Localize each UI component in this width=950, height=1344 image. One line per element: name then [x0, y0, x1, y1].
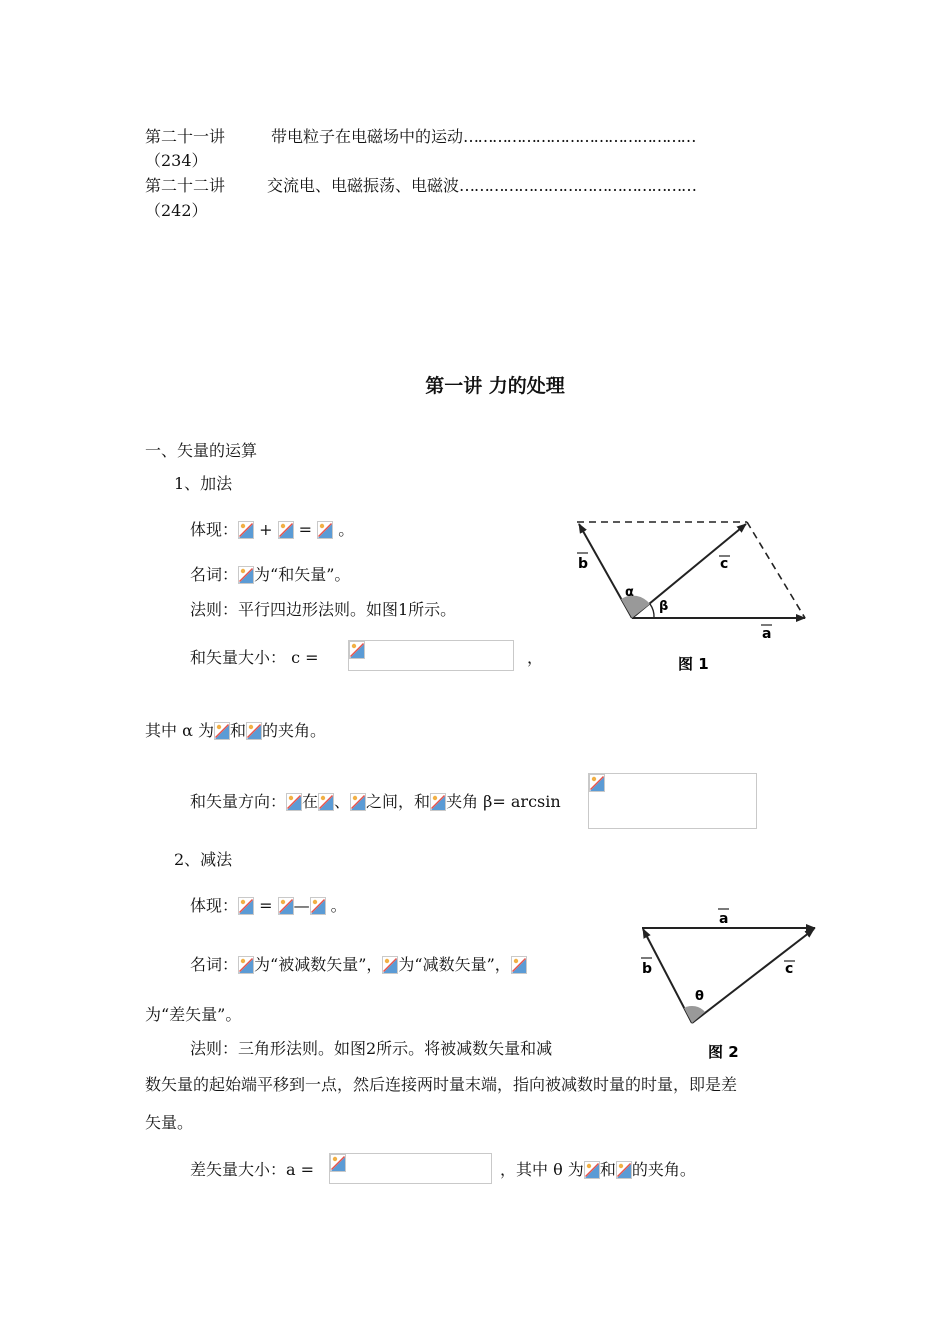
addition-name-line [190, 565, 350, 585]
alpha-explanation [145, 721, 326, 741]
vector-a-image-icon [430, 793, 446, 811]
toc-page-21: （234） [145, 151, 208, 170]
period: 。 [333, 520, 355, 539]
section-heading: 一、矢量的运算 [145, 441, 258, 460]
subtraction-size-label: 差矢量大小：a = [190, 1160, 315, 1179]
figure-1-caption: 图 1 [678, 655, 709, 673]
vector-b-image-icon [278, 521, 294, 539]
text-he: 和 [229, 721, 246, 740]
equals-sign: = [254, 896, 278, 915]
text-jiajiao: 的夹角。 [262, 721, 327, 740]
label-beta: β [659, 599, 669, 614]
vector-c-image-icon [286, 793, 302, 811]
formula-image-box [329, 1153, 492, 1184]
text-zai: 在 [302, 792, 319, 811]
label-b: b [642, 961, 653, 977]
subtraction-rule-1: 法则：三角形法则。如图2所示。将被减数矢量和减 [190, 1039, 553, 1058]
plus-sign: + [254, 520, 278, 539]
text-dun: 、 [334, 792, 351, 811]
vector-a-image-icon [238, 521, 254, 539]
minus-sign: — [293, 896, 310, 915]
toc-title: 带电粒子在电磁场中的运动 [271, 127, 464, 146]
text-jiajiao: 的夹角。 [631, 1160, 696, 1179]
vector-b-image-icon [616, 1161, 632, 1179]
label-mingci: 名词： [190, 565, 239, 584]
vector-c-image-icon [317, 521, 333, 539]
addition-size-label: 和矢量大小： c = [190, 648, 319, 667]
angle-beta-arc [650, 604, 654, 618]
text-qizhong: ，其中 θ 为 [500, 1160, 584, 1179]
theta-explanation [500, 1160, 696, 1180]
vector-a-image-icon [278, 897, 294, 915]
addition-expression [190, 520, 354, 540]
label-mingci: 名词： [190, 955, 239, 974]
toc-num: 第二十一讲 [145, 127, 226, 146]
text-jian: 为“减数矢量”， [398, 955, 511, 974]
figure-2 [630, 898, 830, 1068]
label-a: a [762, 626, 772, 642]
formula-image-box [348, 640, 514, 671]
figure-2-caption: 图 2 [708, 1043, 739, 1061]
name-text: 为“和矢量”。 [254, 565, 351, 584]
chapter-title: 第一讲 力的处理 [425, 375, 565, 397]
text-beta: 夹角 β= arcsin [446, 792, 561, 811]
vector-a-image-icon [238, 956, 254, 974]
vector-c-image-icon [238, 897, 254, 915]
vector-b-image-icon [246, 722, 262, 740]
subtraction-heading: 2、减法 [174, 850, 233, 869]
vector-b-image-icon [382, 956, 398, 974]
toc-title: 交流电、电磁振荡、电磁波 [267, 176, 460, 195]
toc-dots: ………………………………………… [459, 176, 696, 195]
subtraction-expression [190, 896, 347, 916]
vector-a-image-icon [318, 793, 334, 811]
vector-a-image-icon [584, 1161, 600, 1179]
vector-a-image-icon [214, 722, 230, 740]
toc-num: 第二十二讲 [145, 176, 226, 195]
period: 。 [325, 896, 347, 915]
text-bei: 为“被减数矢量”， [254, 955, 383, 974]
label-c: c [720, 556, 729, 572]
vector-b-image-icon [350, 793, 366, 811]
direction-line [190, 792, 561, 812]
label-a: a [719, 911, 729, 927]
formula-image-icon [349, 641, 365, 659]
vector-c [692, 929, 814, 1023]
vector-c-image-icon [238, 566, 254, 584]
formula-image-icon [330, 1154, 346, 1172]
text-zhijian: 之间，和 [366, 792, 431, 811]
subtraction-rule-3: 矢量。 [145, 1113, 194, 1132]
toc-page-22: （242） [145, 201, 208, 220]
label-tixian: 体现： [190, 520, 239, 539]
label-b: b [578, 556, 589, 572]
subtraction-name-line [190, 955, 527, 975]
formula-image-box [588, 773, 757, 829]
equals-sign: = [293, 520, 318, 539]
label-c: c [785, 961, 794, 977]
difference-vector-text: 为“差矢量”。 [145, 1005, 242, 1024]
figure-1 [565, 510, 815, 680]
comma: ， [527, 648, 544, 667]
formula-image-icon [589, 774, 605, 792]
toc-entry-22 [145, 176, 696, 196]
addition-rule: 法则：平行四边形法则。如图1所示。 [190, 600, 457, 619]
label-alpha: α [625, 585, 634, 600]
toc-dots: ………………………………………… [463, 127, 696, 146]
label-theta: θ [695, 989, 704, 1004]
addition-heading: 1、加法 [174, 474, 233, 493]
text-he: 和 [599, 1160, 616, 1179]
dashed-edge-right [747, 522, 805, 618]
label-tixian: 体现： [190, 896, 239, 915]
vector-c-image-icon [511, 956, 527, 974]
text-qizhong: 其中 α 为 [145, 721, 214, 740]
label-direction: 和矢量方向： [190, 792, 287, 811]
toc-entry-21 [145, 127, 695, 147]
vector-b-image-icon [310, 897, 326, 915]
subtraction-rule-2: 数矢量的起始端平移到一点，然后连接两时量末端，指向被减数时量的时量，即是差 [145, 1075, 738, 1094]
